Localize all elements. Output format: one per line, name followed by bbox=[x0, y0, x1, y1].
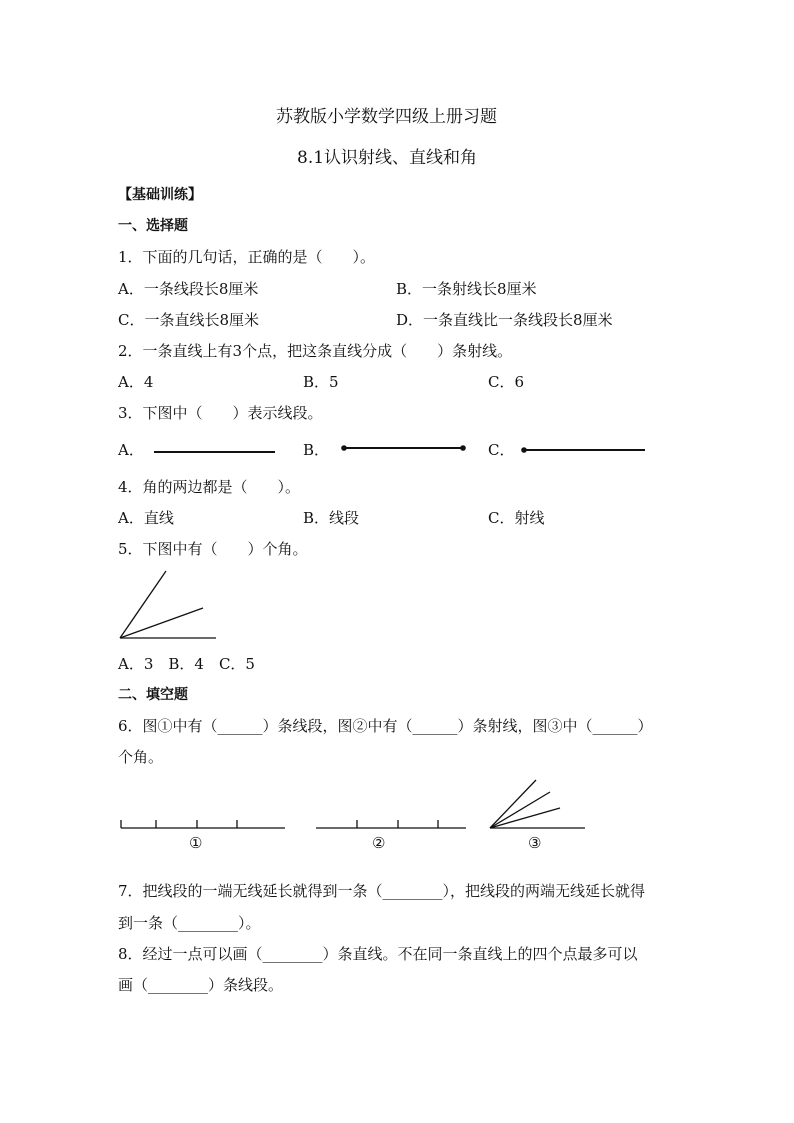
q2-option-a: A．4 bbox=[118, 373, 154, 391]
q6-figures bbox=[0, 778, 794, 828]
q3-figure-b-endpoint-right bbox=[460, 445, 466, 451]
q6-figure2-rays bbox=[316, 820, 466, 828]
q6-line2: 个角。 bbox=[118, 748, 164, 766]
q2-option-b: B．5 bbox=[303, 373, 339, 391]
q2-stem: 2．一条直线上有3个点，把这条直线分成（ ）条射线。 bbox=[118, 342, 513, 360]
worksheet-title: 苏教版小学数学四级上册习题 bbox=[276, 107, 497, 127]
q3-option-a: A． bbox=[118, 441, 144, 459]
q1-option-b: B．一条射线长8厘米 bbox=[396, 280, 537, 298]
q3-option-b: B． bbox=[303, 441, 330, 459]
part2-heading: 二、填空题 bbox=[118, 687, 188, 703]
part1-heading: 一、选择题 bbox=[118, 218, 188, 234]
q8-line1: 8．经过一点可以画（________）条直线。不在同一条直线上的四个点最多可以 bbox=[118, 945, 638, 963]
q1-stem: 1．下面的几句话，正确的是（ ）。 bbox=[118, 248, 376, 266]
q4-option-a: A．直线 bbox=[118, 509, 174, 527]
q1-option-a: A．一条线段长8厘米 bbox=[118, 280, 259, 298]
q5-angle-figure bbox=[110, 565, 230, 645]
section-basic-training: 【基础训练】 bbox=[118, 187, 202, 203]
q7-line2: 到一条（________）。 bbox=[118, 914, 261, 932]
q4-option-c: C．射线 bbox=[488, 509, 545, 527]
q3-option-c: C． bbox=[488, 441, 515, 459]
q3-figure-b-endpoint-left bbox=[341, 445, 347, 451]
q5-options: A．3 B．4 C．5 bbox=[118, 655, 255, 673]
q3-stem: 3．下图中（ ）表示线段。 bbox=[118, 404, 323, 422]
q6-figure1-segments bbox=[121, 820, 285, 828]
q8-line2: 画（________）条线段。 bbox=[118, 976, 284, 994]
q3-figure-c-endpoint bbox=[521, 447, 527, 453]
worksheet-subtitle: 8.1认识射线、直线和角 bbox=[297, 148, 478, 168]
q5-upper-ray bbox=[120, 571, 166, 638]
q3-figures bbox=[0, 435, 794, 465]
q1-option-d: D．一条直线比一条线段长8厘米 bbox=[396, 311, 613, 329]
q1-option-c: C．一条直线长8厘米 bbox=[118, 311, 260, 329]
q6-line1: 6．图①中有（______）条线段，图②中有（______）条射线，图③中（______） bbox=[118, 717, 653, 735]
q7-line1: 7．把线段的一端无线延长就得到一条（________），把线段的两端无线延长就得 bbox=[118, 882, 646, 900]
q5-stem: 5．下图中有（ ）个角。 bbox=[118, 540, 308, 558]
q4-stem: 4．角的两边都是（ ）。 bbox=[118, 478, 301, 496]
q5-middle-ray bbox=[120, 608, 203, 638]
q6-figure1-label: ① bbox=[189, 834, 203, 852]
q6-figure3-angles bbox=[490, 780, 585, 828]
q6-figure3-label: ③ bbox=[528, 834, 542, 852]
q4-option-b: B．线段 bbox=[303, 509, 360, 527]
q2-option-c: C．6 bbox=[488, 373, 525, 391]
q6-figure2-label: ② bbox=[372, 834, 386, 852]
